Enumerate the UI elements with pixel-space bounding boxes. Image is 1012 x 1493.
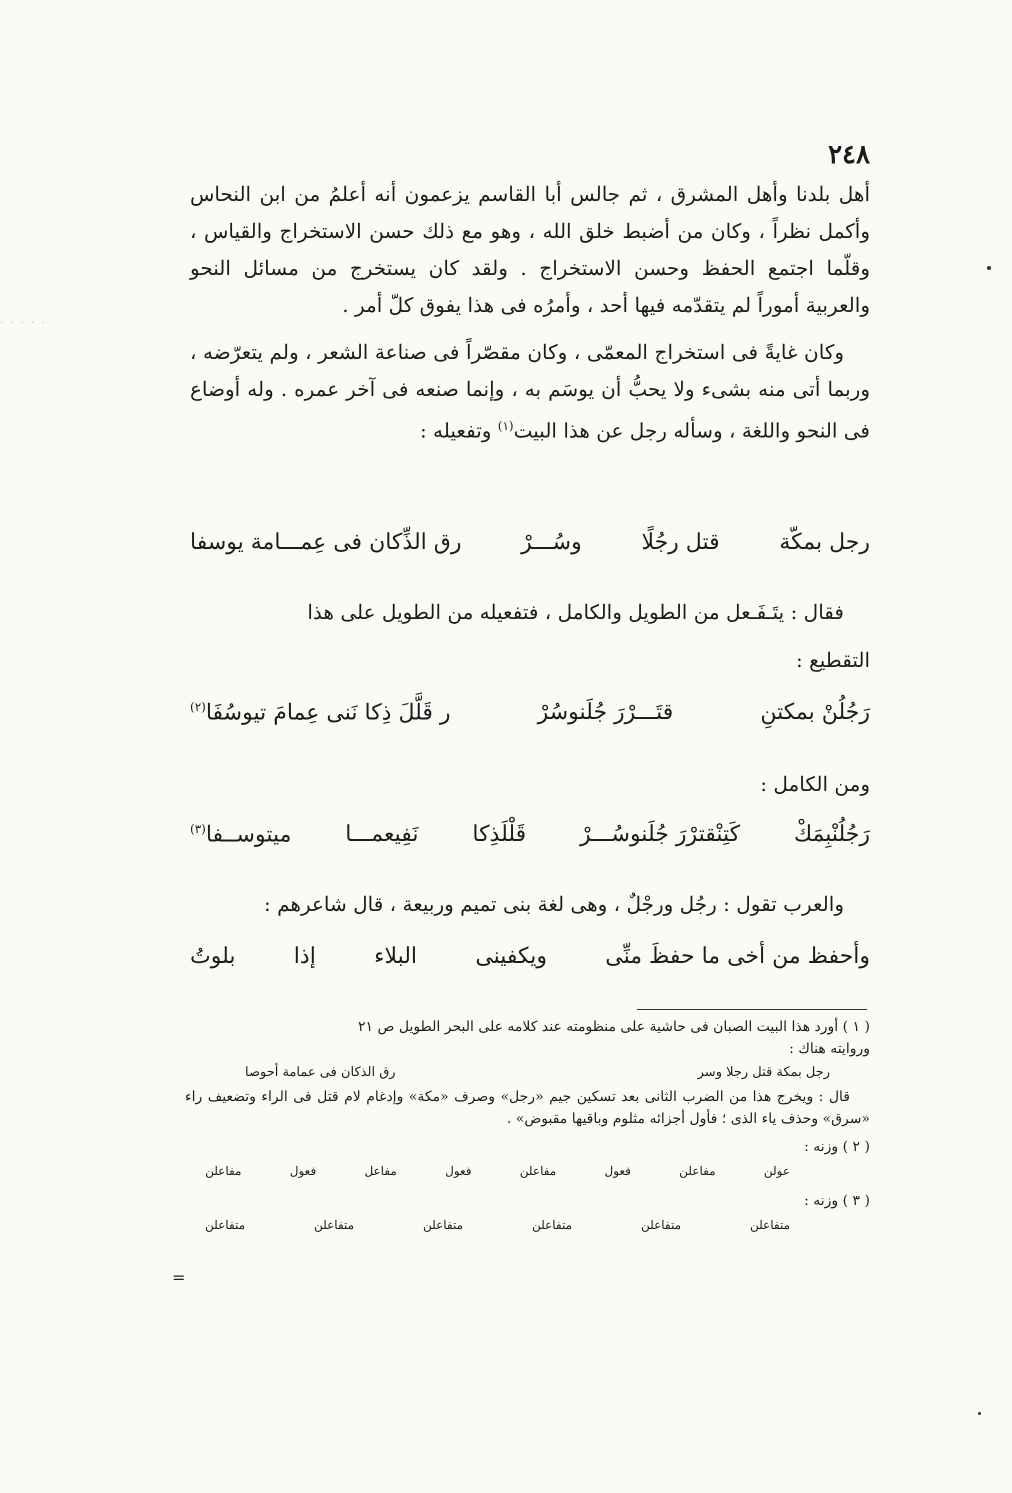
verse-1 [190,530,870,555]
footnote-ref-1: (١) [497,419,514,433]
paragraph-2 [190,334,870,450]
meter-foot: عولن [763,1164,790,1178]
paragraph-1: أهل بلدنا وأهل المشرق ، ثم جالس أبا القاسم يزعمون أنه أعلمُ من ابن النحاس وأكمل نظراً ، وكان من أضبط خلق الله ، وهو مع ذلك حسن الاستخراج والقياس ، وقلّما اجتمع الحفظ وحسن الاستخراج . ولقد كان يستخرج من مسائل النحو والعربية أموراً لم يتقدّمه فيها أحد ، وأمرُه فى هذا يفوق كلّ أمر . [190,182,870,317]
verse-1-part: قتل رجُلًا [641,530,720,555]
verse-3-text: ميتوســفا [205,822,292,848]
verse-1-part: رق الذِّكان فى عِمـــامة يوسفا [190,530,462,555]
verse-2-part: قتَـــرْرَ جُلَنوسُرْ [537,700,674,726]
main-text [190,176,870,450]
verse-3-part: قَلْلَذِكا [472,822,527,848]
footnote-3-label: ( ٣ ) وزنه : [804,1193,870,1209]
verse-4-part: بلوتُ [190,944,236,969]
footnote-3-meter [185,1212,870,1238]
footnote-1-verse [185,1060,870,1086]
footnote-ref-3: (٣) [190,822,206,836]
meter-foot: مفاعلن [679,1164,716,1178]
meter-foot: مفاعل [364,1164,397,1178]
footnote-ref-2: (٢) [190,700,206,714]
meter-foot: متفاعلن [205,1218,246,1232]
meter-foot: مفاعلن [519,1164,557,1178]
meter-foot: متفاعلن [423,1218,464,1232]
verse-3-part [190,822,291,847]
paragraph-3-line-1: فقال : يتَـفَـعل من الطويل والكامل ، فتفعيله من الطويل على هذا [307,600,844,624]
verse-2-part [190,700,451,725]
verse-1-part: وسُـــرْ [521,530,582,555]
footnote-1-line-1: ( ١ ) أورد هذا البيت الصبان فى حاشية على منظومته عند كلامه على البحر الطويل ص ٢١ [358,1019,870,1035]
meter-foot: فعول [604,1164,631,1178]
margin-marks: · · · · · [0,318,47,329]
meter-foot: متفاعلن [314,1218,355,1232]
page-number: ٢٤٨ [828,140,870,170]
meter-foot: فعول [445,1164,472,1178]
verse-4-part: ويكفينى [475,944,547,969]
verse-3-part: رَجُلُنْبِمَكْ [793,822,870,848]
footnote-1-verse-part: رق الذكان فى عمامة أحوصا [245,1065,396,1080]
meter-foot: متفاعلن [531,1218,573,1232]
paragraph-3-line-2: التقطيع : [796,648,870,672]
verse-4-part: البلاء [374,944,418,969]
verse-1-part: رجل بمكّة [779,530,870,555]
meter-foot: متفاعلن [640,1218,682,1232]
meter-foot: فعول [289,1164,317,1178]
verse-2 [190,700,870,725]
verse-2-text: ر قَلَّلَ ذِكا نَنى عِمامَ تيوسُفَا [205,700,451,726]
verse-4 [190,944,870,969]
footnotes [185,1016,870,1238]
meter-foot: متفاعلن [749,1218,790,1232]
verse-3-part: نَفِيعمـــا [345,822,419,848]
meter-foot: مفاعلن [205,1164,242,1178]
paragraph-4: والعرب تقول : رجُل ورجْلٌ ، وهى لغة بنى تميم وربيعة ، قال شاعرهم : [264,892,844,916]
footnote-divider [637,1009,867,1010]
footnote-1-text: قال : ويخرج هذا من الضرب الثانى بعد تسكين جيم «رجل» وصرف «مكة» وإدغام لام قتل فى الراء وتضعيف راء «سرق» وحذف ياء الذى ؛ فأول أجزائه مثلوم وباقيها مقبوض» . [185,1089,870,1127]
verse-2-part: رَجُلُنْ بمكتنِ [760,700,870,726]
verse-4-part: إذا [293,944,316,969]
kamil-heading: ومن الكامل : [760,772,870,796]
footnote-1-verse-part: رجل بمكة قتل رجلا وسر [697,1065,830,1080]
verse-3 [190,822,870,847]
speck [987,266,991,270]
footnote-2-meter [185,1158,870,1184]
paragraph-2-tail: وتفعيله : [419,418,492,443]
footnote-2-label: ( ٢ ) وزنه : [804,1139,870,1155]
verse-3-part: كَتِنْقترْرَ جُلَنوسُـــرْ [580,822,741,848]
footnote-1-line-2: وروايته هناك : [789,1041,870,1057]
paragraph-2-text: وكان غايةً فى استخراج المعمّى ، وكان مقصّراً فى صناعة الشعر ، ولم يتعرّضه ، وربما أتى منه بشىء ولا يحبُّ أن يوسَم به ، وإنما صنعه فى آخر عمره . وله أوضاع فى النحو واللغة ، وسأله رجل عن هذا البيت [190,340,870,443]
speck [978,1412,981,1415]
verse-4-part: وأحفظ من أخى ما حفظَ منِّى [605,944,870,969]
margin-equals-sign: = [172,1268,186,1287]
